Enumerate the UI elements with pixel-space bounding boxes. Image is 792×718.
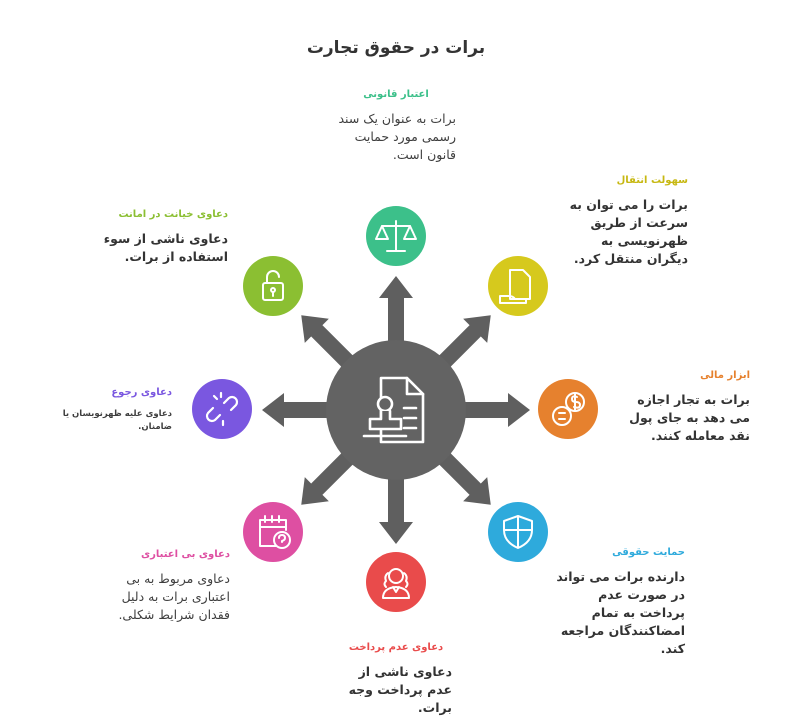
center-node [326, 340, 466, 480]
node-ease-transfer [488, 256, 548, 316]
block-non-payment [340, 642, 452, 717]
node-recourse [192, 379, 252, 439]
text-ease-transfer: برات را می توان به سرعت از طریق ظهرنویسی به دیگران منتقل کرد. [569, 197, 688, 266]
text-breach-trust: دعاوی ناشی از سوء استفاده از برات. [103, 231, 228, 264]
heading-breach-trust: دعاوی خیانت در امانت [118, 209, 228, 220]
heading-legal-protection: حمایت حقوقی [612, 547, 685, 558]
heading-recourse: دعاوی رجوع [111, 387, 172, 398]
block-legal-protection [555, 547, 685, 658]
heading-ease-transfer: سهولت انتقال [616, 175, 688, 186]
text-legal-validity: برات به عنوان یک سند رسمی مورد حمایت قانون است. [338, 111, 456, 162]
node-financial-tool [538, 379, 598, 439]
text-recourse: دعاوی علیه ظهرنویسان یا ضامنان. [62, 409, 172, 432]
block-invalidity [100, 549, 230, 624]
block-recourse [62, 387, 172, 434]
arrow-left [262, 393, 334, 427]
node-legal-protection [488, 502, 548, 562]
page-title: برات در حقوق تجارت [306, 38, 486, 58]
node-breach-trust [243, 256, 303, 316]
node-legal-validity [366, 206, 426, 266]
block-ease-transfer [558, 175, 688, 268]
text-invalidity: دعاوی مربوط به بی اعتباری برات به دلیل فقدان شرایط شکلی. [118, 571, 230, 622]
block-financial-tool [620, 370, 750, 445]
block-legal-validity [336, 89, 456, 164]
node-non-payment [366, 552, 426, 612]
text-financial-tool: برات به تجار اجازه می دهد به جای پول نقد معامله کنند. [629, 392, 750, 443]
heading-non-payment: دعاوی عدم پرداخت [348, 642, 444, 653]
arrow-right [458, 393, 530, 427]
node-invalidity [243, 502, 303, 562]
arrow-down [379, 472, 413, 544]
heading-financial-tool: ابزار مالی [700, 370, 750, 381]
arrow-up [379, 276, 413, 348]
text-non-payment: دعاوی ناشی از عدم پرداخت وجه برات. [348, 664, 452, 715]
heading-legal-validity: اعتبار قانونی [363, 89, 429, 100]
heading-invalidity: دعاوی بی اعتباری [140, 549, 230, 560]
block-breach-trust [96, 209, 228, 266]
text-legal-protection: دارنده برات می تواند در صورت عدم پرداخت به تمام امضاکنندگان مراجعه کند. [556, 569, 685, 656]
